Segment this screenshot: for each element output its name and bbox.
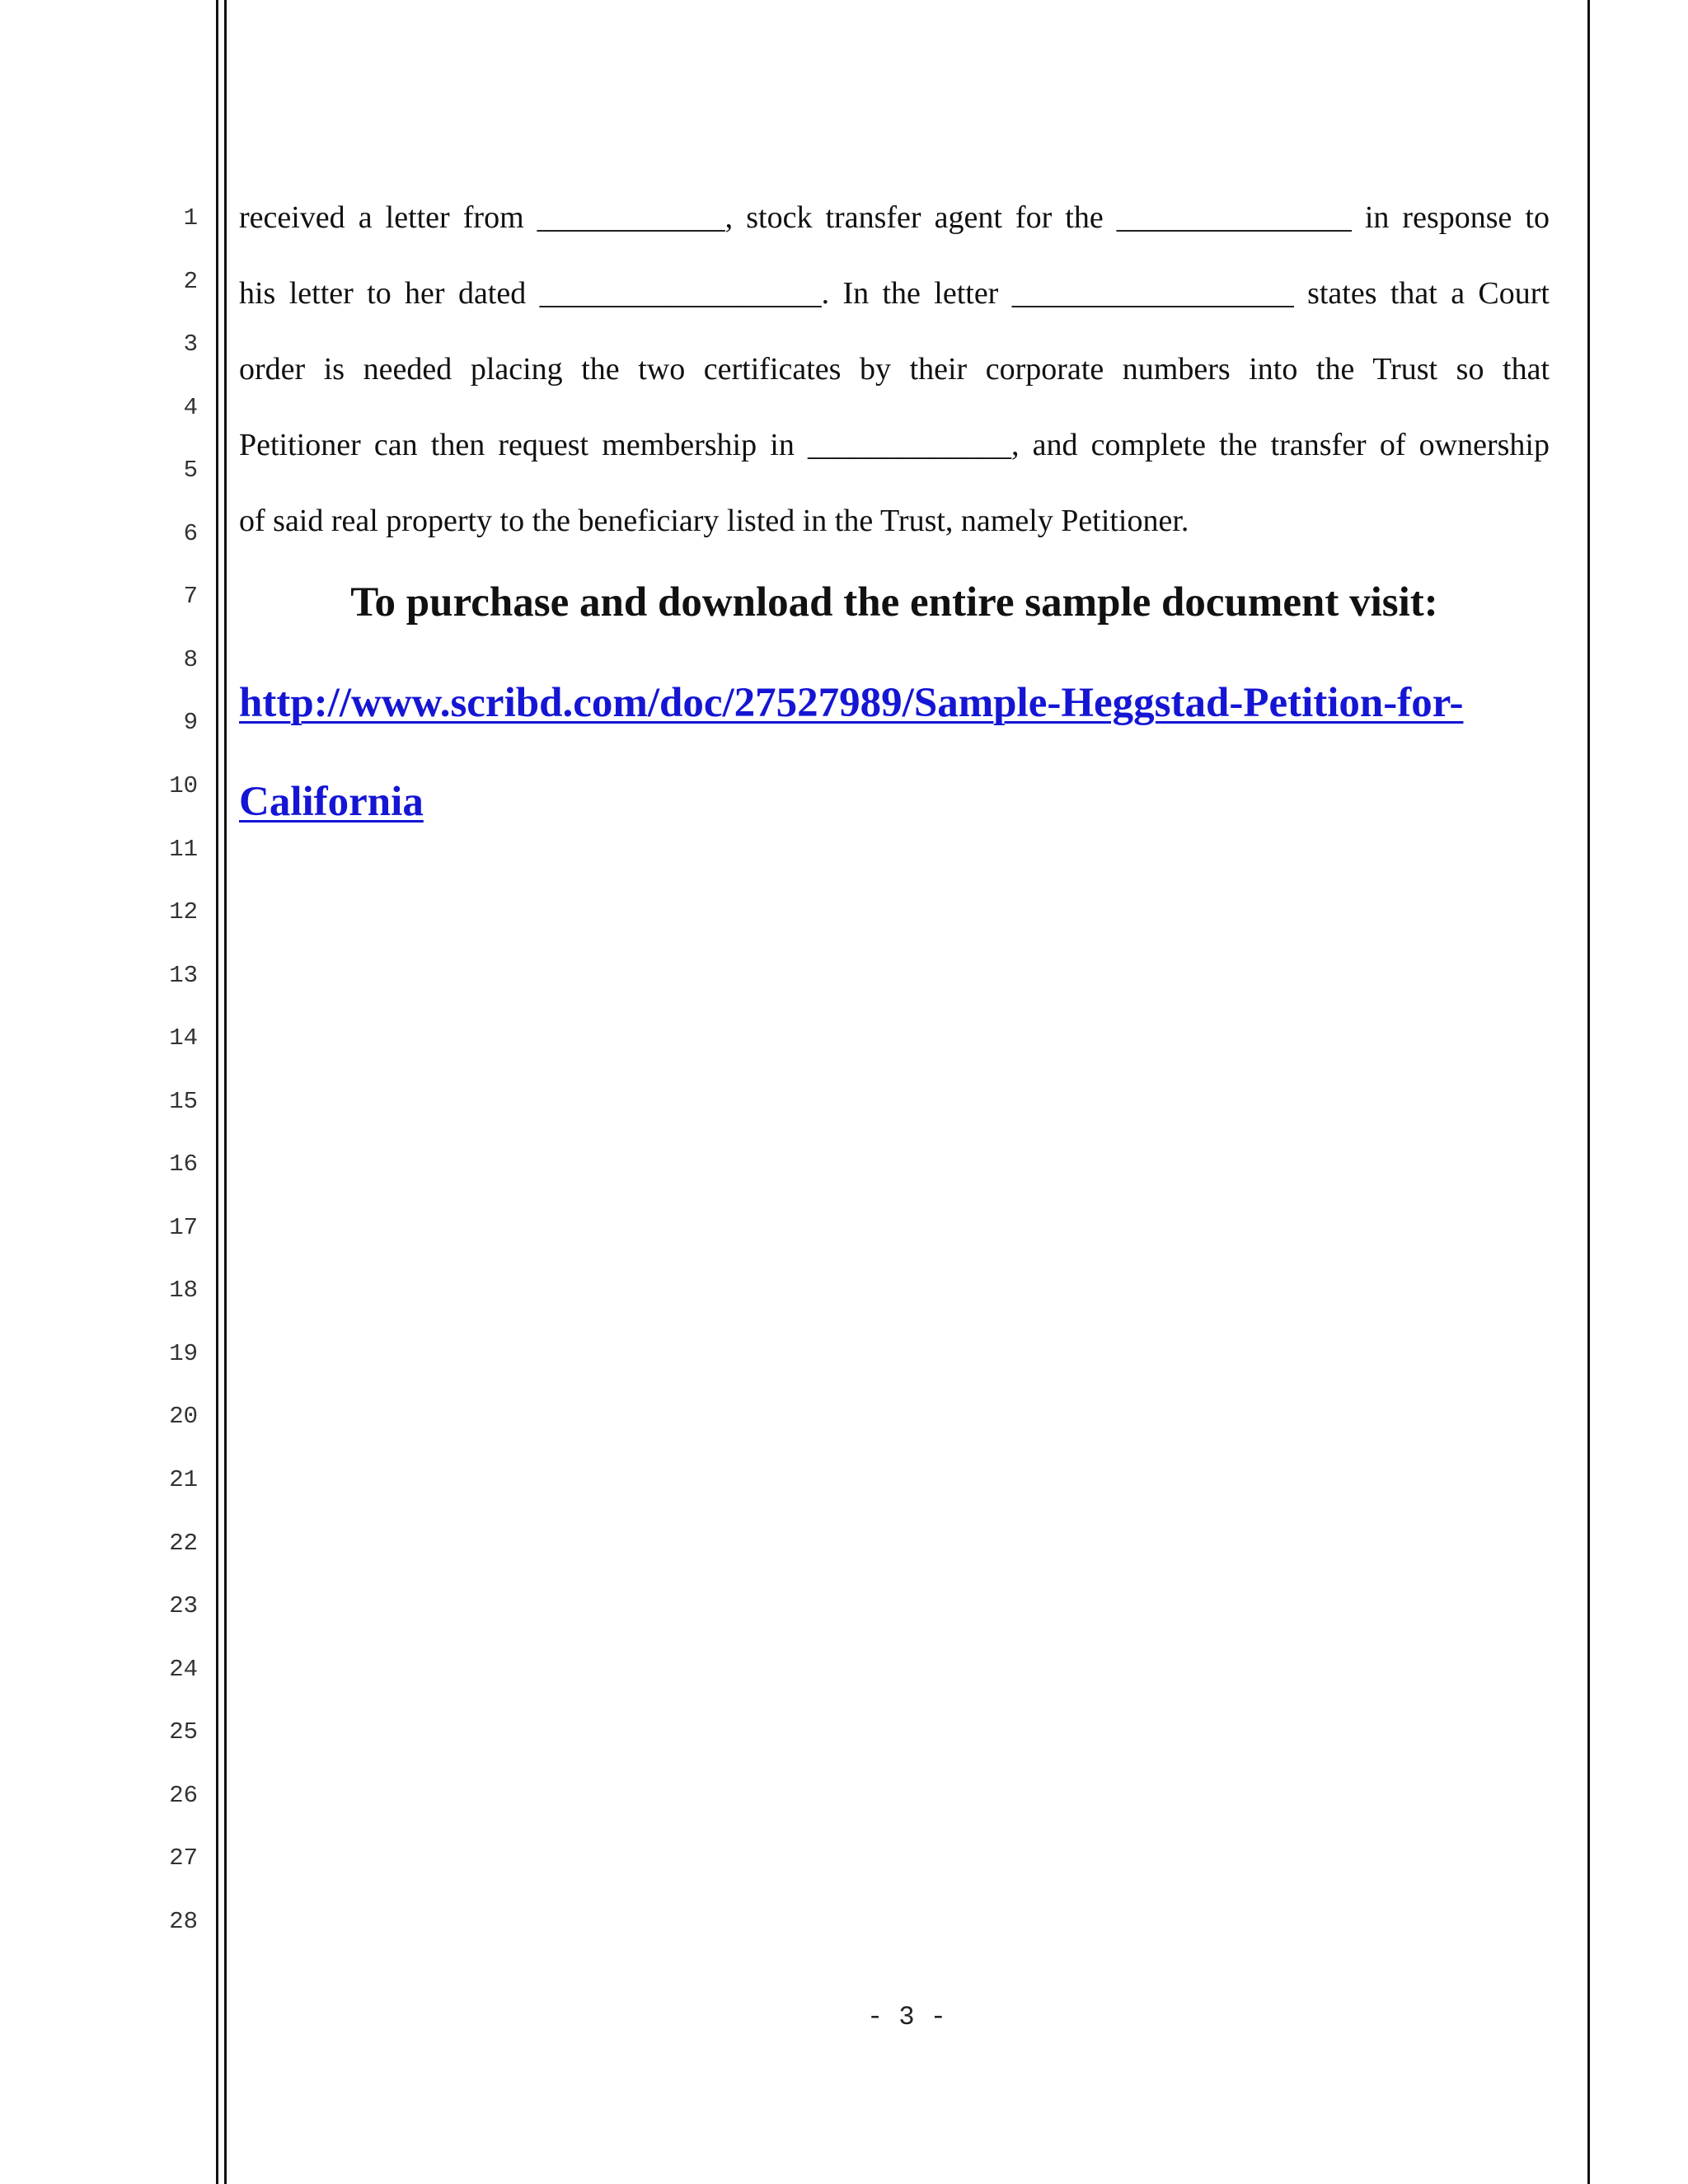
- paragraph-line: order is needed placing the two certificates by their corporate numbers into the Trust so that: [239, 352, 1550, 387]
- line-number: 27: [169, 1844, 198, 1872]
- line-number: 3: [183, 330, 198, 359]
- page-number: - 3 -: [866, 2002, 946, 2032]
- paragraph-line: Petitioner can then request membership in _____________, and complete the transfer of ownership: [239, 428, 1550, 462]
- line-number: 4: [183, 393, 198, 421]
- line-number: 19: [169, 1339, 198, 1367]
- paragraph-line: received a letter from ____________, stock transfer agent for the _______________ in response to: [239, 200, 1550, 235]
- line-number: 15: [169, 1087, 198, 1115]
- left-margin-rule-outer: [216, 0, 218, 2184]
- line-number: 26: [169, 1781, 198, 1809]
- document-link-line-2[interactable]: California: [239, 779, 424, 825]
- line-number: 13: [169, 961, 198, 989]
- line-number: 14: [169, 1024, 198, 1052]
- document-link-line-1[interactable]: http://www.scribd.com/doc/27527989/Sample-Heggstad-Petition-for-: [239, 680, 1464, 726]
- line-number: 16: [169, 1151, 198, 1179]
- line-number: 11: [169, 835, 198, 863]
- line-number: 6: [183, 519, 198, 547]
- line-number: 9: [183, 709, 198, 737]
- purchase-notice-heading: To purchase and download the entire sample document visit:: [350, 579, 1438, 626]
- line-number: 2: [183, 267, 198, 295]
- line-number: 28: [169, 1907, 198, 1935]
- paragraph-line: his letter to her dated __________________. In the letter __________________ states that a Court: [239, 276, 1550, 311]
- line-number: 22: [169, 1529, 198, 1557]
- line-number: 18: [169, 1277, 198, 1305]
- line-number: 5: [183, 457, 198, 485]
- line-number: 12: [169, 898, 198, 926]
- line-number: 23: [169, 1592, 198, 1620]
- line-number: 8: [183, 645, 198, 673]
- line-number: 17: [169, 1213, 198, 1241]
- line-number: 24: [169, 1655, 198, 1683]
- line-number: 21: [169, 1466, 198, 1493]
- line-number: 1: [183, 204, 198, 232]
- line-number-column: [148, 0, 198, 2184]
- left-margin-rule-inner: [224, 0, 227, 2184]
- line-number: 10: [169, 771, 198, 799]
- right-margin-rule: [1587, 0, 1590, 2184]
- line-number: 20: [169, 1403, 198, 1431]
- line-number: 7: [183, 583, 198, 611]
- paragraph-line: of said real property to the beneficiary listed in the Trust, namely Petitioner.: [239, 504, 1189, 538]
- line-number: 25: [169, 1718, 198, 1746]
